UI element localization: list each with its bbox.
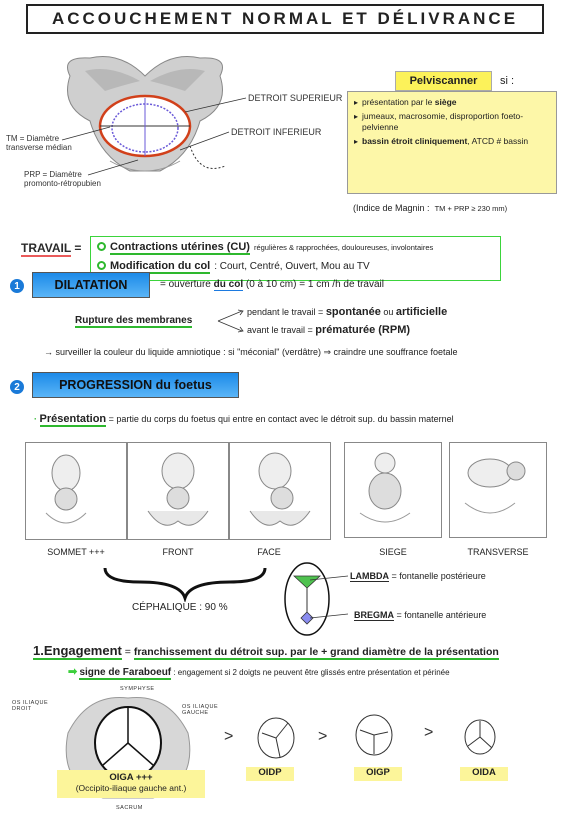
fetus-transverse-frame	[449, 442, 547, 538]
arrow-right-icon: ➡	[68, 666, 78, 678]
label-front: FRONT	[162, 547, 194, 557]
page-title: ACCOUCHEMENT NORMAL ET DÉLIVRANCE	[51, 9, 519, 28]
rupture-label: Rupture des membranes	[75, 315, 193, 326]
fetus-face-icon	[230, 443, 330, 539]
greater-than-3: >	[424, 724, 434, 741]
pelviscanner-title: Pelviscanner	[395, 71, 492, 91]
faraboeuf-sign: ➡ signe de Faraboeuf : engagement si 2 doigts ne peuvent être glissés entre présentation et périnée	[68, 666, 450, 678]
fetus-sommet-frame	[25, 442, 127, 540]
fetus-transverse-icon	[450, 443, 546, 537]
travail-cu-row: Contractions utérines (CU) régulières & rapprochées, douloureuses, involontaires	[97, 241, 494, 255]
rupture-avant: avant le travail = prématurée (RPM)	[247, 324, 411, 336]
travail-box	[90, 236, 501, 281]
lambda-label: LAMBDA = fontanelle postérieure	[350, 571, 486, 581]
pelviscanner-box	[347, 91, 557, 194]
detroit-superieur-label: DETROIT SUPERIEUR	[248, 93, 343, 103]
fetus-siege-icon	[345, 443, 441, 537]
fetus-face-frame	[229, 442, 331, 540]
cephalique-label: CÉPHALIQUE : 90 %	[132, 602, 228, 613]
presentation-def: · Présentation = partie du corps du foetus qui entre en contact avec le détroit sup. du bassin maternel	[34, 413, 454, 425]
rupture-pendant: pendant le travail = spontanée ou artificielle	[247, 306, 448, 318]
oida-diagram	[460, 716, 500, 758]
label-sommet: SOMMET +++	[47, 547, 105, 557]
pelviscanner-item: ▸ bassin étroit cliniquement, ATCD # bassin	[354, 136, 550, 147]
pelviscanner-item: ▸ jumeaux, macrosomie, disproportion foeto-pelvienne	[354, 111, 550, 133]
meconial-note: → surveiller la couleur du liquide amniotique : si "méconial" (verdâtre) ⇒ craindre une souffrance foetale	[44, 347, 458, 357]
dilatation-text: = ouverture du col (0 à 10 cm) = 1 cm /h de travail	[160, 279, 384, 290]
detroit-inferieur-label: DETROIT INFERIEUR	[231, 127, 322, 137]
fetus-front-icon	[128, 443, 228, 539]
magnin-index: (Indice de Magnin : TM + PRP ≥ 230 mm)	[353, 203, 508, 213]
sacrum-label: SACRUM	[116, 805, 143, 811]
step-2-badge: 2	[10, 380, 24, 394]
oidp-diagram	[254, 715, 298, 761]
cephalic-brace	[100, 564, 270, 602]
fetus-sommet-icon	[26, 443, 126, 539]
travail-label: TRAVAIL =	[21, 241, 82, 255]
fetus-siege-frame	[344, 442, 442, 538]
travail-col-row: Modification du col : Court, Centré, Ouvert, Mou au TV	[97, 260, 494, 274]
fetus-front-frame	[127, 442, 229, 540]
dilatation-heading: DILATATION	[32, 272, 150, 298]
os-iliaque-gauche-label: OS ILIAQUE GAUCHE	[182, 704, 219, 716]
pelviscanner-item: ▸ présentation par le siège	[354, 97, 550, 108]
oigp-diagram	[352, 712, 396, 758]
label-siege: SIEGE	[379, 547, 407, 557]
label-face: FACE	[257, 547, 281, 557]
step-1-badge: 1	[10, 279, 24, 293]
green-bullet-icon	[97, 261, 106, 270]
oidp-label: OIDP	[246, 767, 294, 781]
oigp-label: OIGP	[354, 767, 402, 781]
oida-label: OIDA	[460, 767, 508, 781]
green-bullet-icon	[97, 242, 106, 251]
engagement-def: 1.Engagement = franchissement du détroit sup. par le + grand diamètre de la présentation	[33, 643, 499, 658]
oiga-label: OIGA +++ (Occipito-iliaque gauche ant.)	[57, 770, 205, 798]
symphyse-label: SYMPHYSE	[120, 686, 155, 692]
progression-heading: PROGRESSION du foetus	[32, 372, 239, 398]
label-transverse: TRANSVERSE	[467, 547, 529, 557]
pelviscanner-si: si :	[500, 75, 515, 87]
os-iliaque-droit-label: OS ILIAQUE DROIT	[12, 700, 49, 712]
bregma-label: BREGMA = fontanelle antérieure	[354, 610, 487, 620]
tm-label: TM = Diamètre transverse médian	[6, 134, 72, 152]
greater-than-1: >	[224, 728, 234, 745]
greater-than-2: >	[318, 728, 328, 745]
rupture-arrows	[216, 308, 246, 334]
prp-label: PRP = Diamètre promonto-rétropubien	[24, 170, 101, 188]
